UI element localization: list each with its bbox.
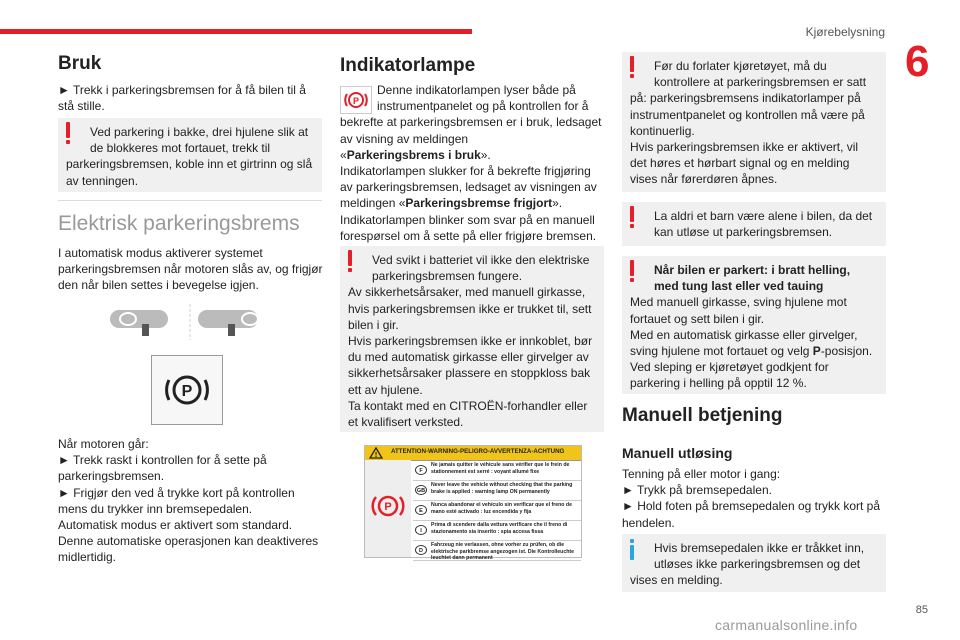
sticker-row bbox=[413, 481, 581, 501]
note-text: Ved parkering i bakke, drei hjulene slik at de blokkeres mot fortauet, trekk til bbox=[90, 125, 309, 156]
note-text: Før du forlater kjøretøyet, må du kontrollere at parkeringsbremsen er satt bbox=[654, 59, 867, 90]
note-text: Med manuell girkasse, sving hjulene mot fortauet og sett bilen i gir. bbox=[630, 295, 847, 326]
release-line: ► Trykk på bremsepedalen. bbox=[622, 483, 772, 498]
warning-note-leave-vehicle bbox=[622, 52, 886, 192]
note-text: Hvis parkeringsbremsen ikke er aktivert, vil det høres et hørbart signal og en melding vises når førerdøren åpnes. bbox=[630, 140, 859, 187]
sticker-icon-area bbox=[365, 460, 411, 557]
section-header: Kjørebelysning bbox=[805, 25, 885, 39]
warning-sticker bbox=[364, 445, 582, 558]
sticker-country-code: I bbox=[415, 525, 427, 535]
sticker-row bbox=[413, 541, 581, 561]
warning-icon bbox=[630, 206, 634, 228]
gear-position-p: P bbox=[812, 344, 821, 359]
manual-title: Manuell betjening bbox=[622, 405, 783, 426]
quote-close: ». bbox=[480, 147, 491, 162]
indicator-line: bekrefte at parkeringsbremsen er i bruk, ledsaget av visning av meldingen bbox=[340, 115, 602, 146]
note-text-part: -posisjon. bbox=[820, 344, 873, 359]
indicator-title: Indikatorlampe bbox=[340, 55, 476, 76]
bruk-text: ► Trekk i parkeringsbremsen for å få bilen til å stå stille. bbox=[58, 83, 306, 114]
warning-note-slope bbox=[58, 118, 322, 192]
sticker-row bbox=[413, 461, 581, 481]
warning-icon bbox=[348, 250, 352, 272]
chapter-number: 6 bbox=[905, 37, 930, 86]
note-text: Ved sleping er kjøretøyet godkjent for parkering i helling på opptil 12 %. bbox=[630, 360, 829, 391]
divider bbox=[58, 200, 322, 201]
sticker-country-code: E bbox=[415, 505, 427, 515]
parking-brake-icon bbox=[152, 356, 222, 424]
motor-text-line: Når motoren går: bbox=[58, 437, 149, 451]
motor-text bbox=[58, 436, 323, 566]
indicator-text bbox=[340, 82, 602, 244]
note-text: vises en melding. bbox=[630, 573, 723, 588]
note-text-part: Med en automatisk girkasse eller girvelger, sving hjulene mot fortauet og velg bbox=[630, 327, 858, 359]
warning-triangle-icon bbox=[369, 447, 383, 459]
sticker-row-text: Never leave the vehicle without checking that the parking brake is applied : warning lamp ON permanently bbox=[431, 482, 573, 495]
sticker-country-code: F bbox=[415, 465, 427, 475]
warning-icon bbox=[630, 56, 634, 78]
sticker-row-text: Nunca abandonar el vehículo sin verificar que el freno de mano esté activado : luz encendida y fija bbox=[431, 502, 572, 515]
indicator-line bbox=[340, 163, 602, 212]
warning-icon bbox=[630, 260, 634, 282]
note-text: La aldri et barn være alene i bilen, da det kan utløse ut parkeringsbremsen. bbox=[654, 209, 873, 240]
motor-text-line: ► Trekk raskt i kontrollen for å sette på parkeringsbremsen. bbox=[58, 453, 267, 484]
note-text: Ta kontakt med en CITROËN-forhandler eller et kvalifisert verksted. bbox=[348, 398, 588, 430]
note-text: Hvis bremsepedalen ikke er tråkket inn, utløses ikke parkeringsbremsen og det bbox=[654, 541, 865, 572]
motor-text-line: Automatisk modus er aktivert som standard. bbox=[58, 518, 293, 533]
warning-note-child bbox=[622, 202, 886, 246]
message-text: Parkeringsbrems i bruk bbox=[346, 147, 481, 162]
parking-brake-button bbox=[151, 355, 223, 425]
sticker-country-code: GB bbox=[415, 485, 427, 495]
release-title: Manuell utløsing bbox=[622, 445, 733, 461]
note-text bbox=[630, 327, 878, 359]
info-note-brake-pedal bbox=[622, 534, 886, 592]
indicator-line: Indikatorlampen blinker som svar på en manuell forespørsel om å sette på eller frigjøre bremsen. bbox=[340, 212, 597, 243]
note-text: Hvis parkeringsbremsen ikke er innkoblet, bør du med automatisk girkasse eller girvelger av sikkerhetsårsaker plassere en stoppkloss bak ett av hjulene. bbox=[348, 334, 593, 397]
sticker-row-text: Ne jamais quitter le véhicule sans vérifier que le frein de stationnement est serré : voyant allumé fixe bbox=[431, 462, 570, 475]
page-number: 85 bbox=[915, 604, 928, 616]
indicator-line-text: Indikatorlampen slukker for å bekrefte frigjøring av parkeringsbremsen, ledsaget av visningen av meldingen « bbox=[340, 164, 597, 211]
sticker-header-text: ATTENTION-WARNING-PELIGRO-AVVERTENZA-ACHTUNG bbox=[391, 448, 565, 455]
message-text: Parkeringsbremse frigjort bbox=[405, 196, 553, 211]
release-text bbox=[622, 466, 888, 531]
svg-text:P: P bbox=[352, 96, 360, 106]
sticker-country-code: D bbox=[415, 545, 427, 555]
quote-open: « bbox=[340, 147, 347, 162]
release-line: ► Hold foten på bremsepedalen og trykk kort på hendelen. bbox=[622, 499, 881, 530]
red-parking-brake-icon bbox=[371, 490, 405, 522]
info-icon bbox=[630, 539, 634, 560]
warning-note-battery bbox=[340, 246, 604, 432]
release-line: Tenning på eller motor i gang: bbox=[622, 467, 781, 481]
warning-note-parked bbox=[622, 256, 886, 394]
motor-text-line: Denne automatiske operasjonen kan deaktiveres midlertidig. bbox=[58, 534, 319, 565]
note-text: parkeringsbremsen, koble inn et girtrinn og slå av tenningen. bbox=[66, 157, 313, 188]
sticker-row bbox=[413, 521, 581, 541]
sticker-row-text: Fahrzeug nie verlassen, ohne vorher zu prüfen, ob die elektrische parkbremse angezogen ist. Die Kontrolleuchte leuchtet dann permanent bbox=[431, 542, 574, 560]
svg-text:P: P bbox=[181, 383, 193, 400]
sticker-row-text: Prima di scendere dalla vettura verificare che il freno di stazionamento sia inserito : spia accesa fissa bbox=[431, 522, 568, 535]
note-text: Ved svikt i batteriet vil ikke den elektriske parkeringsbremsen fungere. bbox=[372, 253, 590, 284]
indicator-line bbox=[340, 147, 602, 163]
sticker-rows bbox=[413, 461, 581, 561]
motor-text-line: ► Frigjør den ved å trykke kort på kontrollen mens du trykker inn bremsepedalen. bbox=[58, 485, 295, 516]
note-title: Når bilen er parkert: i bratt helling, med tung last eller ved tauing bbox=[654, 263, 851, 294]
svg-text:!: ! bbox=[374, 452, 378, 459]
bruk-title: Bruk bbox=[58, 53, 102, 74]
parking-brake-lever-illustration bbox=[110, 302, 270, 344]
note-text: Av sikkerhetsårsaker, med manuell girkasse, hvis parkeringsbremsen ikke er trukket til, sett bilen i gir. bbox=[348, 285, 592, 332]
svg-text:P: P bbox=[384, 501, 392, 513]
header-accent-bar bbox=[0, 29, 472, 34]
watermark: carmanualsonline.info bbox=[715, 617, 858, 633]
sticker-header bbox=[365, 446, 581, 461]
note-text: på: parkeringsbremsens indikatorlamper på instrumentpanelet og kontrollen må være på kontinuerlig. bbox=[630, 91, 865, 138]
quote-close: ». bbox=[552, 196, 563, 211]
sticker-row bbox=[413, 501, 581, 521]
epb-title: Elektrisk parkeringsbrems bbox=[58, 212, 300, 235]
warning-icon bbox=[66, 122, 70, 144]
epb-text: I automatisk modus aktiverer systemet parkeringsbremsen når motoren slås av, og frigjør den når bilen settes i bevegelse igjen. bbox=[58, 246, 323, 293]
indicator-line: Denne indikatorlampen lyser både på instrumentpanelet og på kontrollen for å bbox=[377, 83, 589, 114]
